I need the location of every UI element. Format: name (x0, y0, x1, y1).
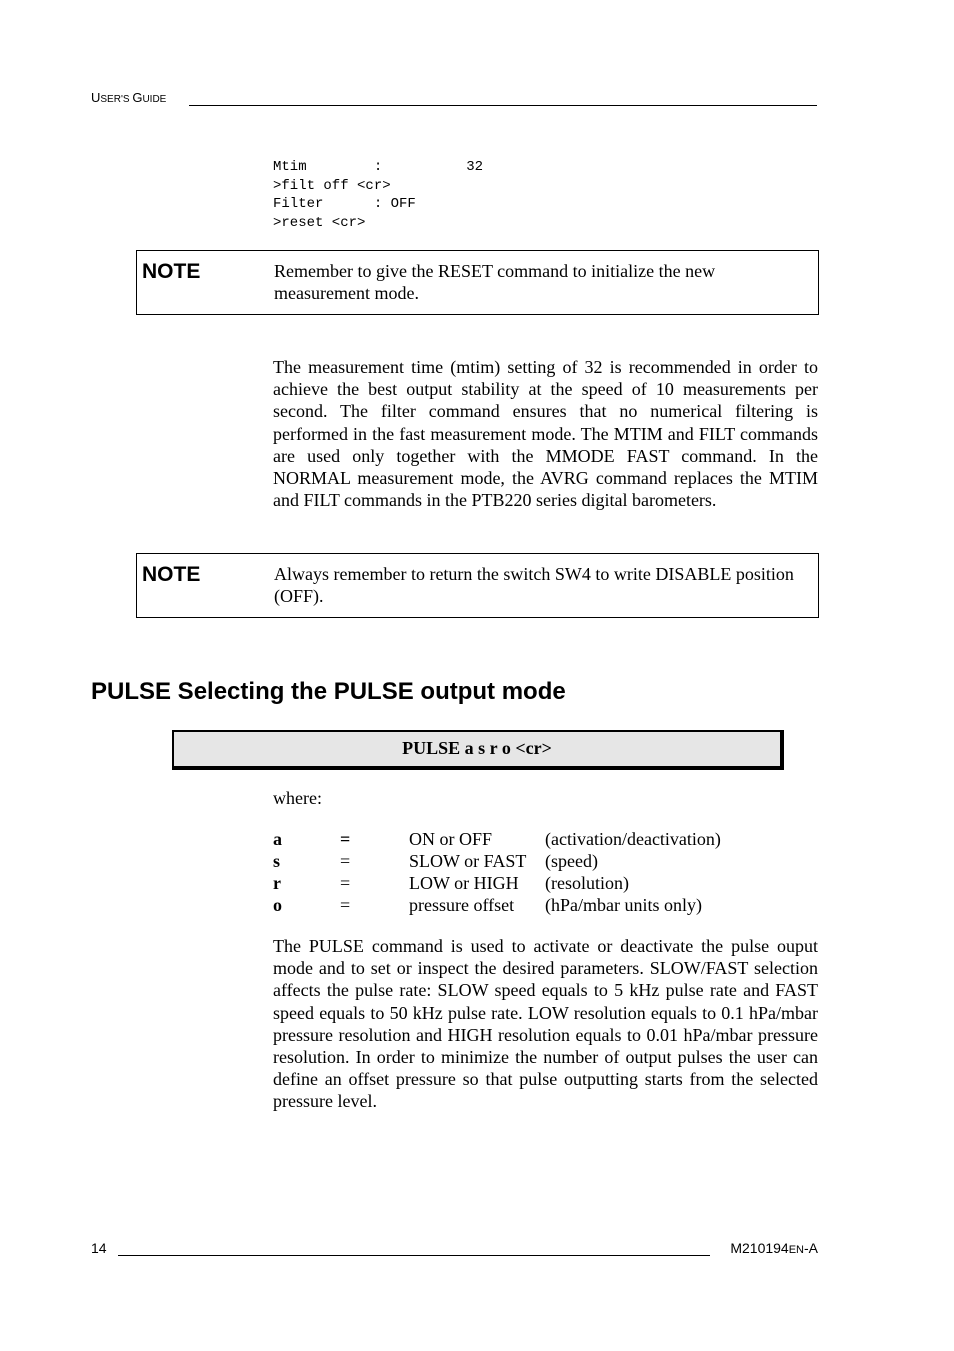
parameter-equals: = (340, 829, 351, 849)
header-title-small-1: SER'S (100, 94, 133, 105)
header-title-cap-u: U (91, 90, 101, 105)
where-label: where: (273, 788, 322, 808)
note-label: NOTE (142, 563, 201, 586)
note-text: Always remember to return the switch SW4 to write DISABLE position (OFF). (274, 564, 794, 606)
parameter-equals: = (340, 851, 351, 871)
code-line: >filt off <cr> (273, 177, 391, 194)
document-id-rev: -A (804, 1240, 818, 1256)
header-title-small-2: UIDE (142, 94, 167, 105)
header-rule (189, 105, 817, 106)
parameter-description: (activation/deactivation) (545, 829, 721, 849)
parameter-name: s (273, 851, 281, 871)
note-box (136, 553, 819, 618)
parameter-description: (speed) (545, 851, 598, 871)
document-id-lang: EN (788, 1244, 804, 1256)
parameter-description: (resolution) (545, 873, 629, 893)
parameter-description: (hPa/mbar units only) (545, 895, 702, 915)
parameter-name: o (273, 895, 282, 915)
code-line: Filter : OFF (273, 196, 416, 212)
header-title-cap-g: G (132, 90, 143, 105)
parameter-value: pressure offset (409, 895, 515, 915)
parameter-value: ON or OFF (409, 829, 493, 849)
parameter-value: LOW or HIGH (409, 873, 519, 893)
header-title (91, 90, 166, 105)
note-text: Remember to give the RESET command to initialize the new measurement mode. (274, 261, 716, 303)
document-id (730, 1240, 818, 1256)
body-paragraph: The PULSE command is used to activate or deactivate the pulse ouput mode and to set or inspect the desired parameters. SLOW/FAST selection affects the pulse rate: SLOW speed equals to 5 kHz pulse rate and FAST speed equals to 50 kHz pulse rate. LOW resolution equals to 0.1 hPa/mbar pressure resolution and HIGH resolution equals to 0.01 hPa/mbar pressure resolution. In order to minimize the number of output pulses the user can define an offset pressure so that pulse outputting starts from the selected pressure level. (273, 936, 818, 1112)
document-id-main: M210194 (730, 1240, 789, 1256)
command-syntax: PULSE a s r o <cr> (402, 738, 552, 758)
note-box (136, 250, 819, 315)
code-line: >reset <cr> (273, 214, 366, 231)
section-heading: PULSE Selecting the PULSE output mode (91, 678, 566, 705)
body-paragraph: The measurement time (mtim) setting of 32 is recommended in order to achieve the best output stability at the speed of 10 measurements per second. The filter command ensures that no numerical filtering is performed in the fast measurement mode. The MTIM and FILT commands are used only together with the MMODE FAST command. In the NORMAL measurement mode, the AVRG command replaces the MTIM and FILT commands in the PTB220 series digital barometers. (273, 357, 818, 511)
page-header (91, 90, 817, 110)
footer-rule (118, 1255, 710, 1256)
parameter-name: r (273, 873, 281, 893)
page-number: 14 (91, 1240, 107, 1256)
parameter-equals: = (340, 895, 351, 915)
code-block (273, 158, 483, 232)
parameter-name: a (273, 829, 282, 849)
command-syntax-box (172, 730, 784, 770)
note-label: NOTE (142, 260, 201, 283)
parameter-value: SLOW or FAST (409, 851, 527, 871)
code-line: Mtim : 32 (273, 159, 484, 175)
page-footer (91, 1240, 818, 1260)
parameter-equals: = (340, 873, 351, 893)
